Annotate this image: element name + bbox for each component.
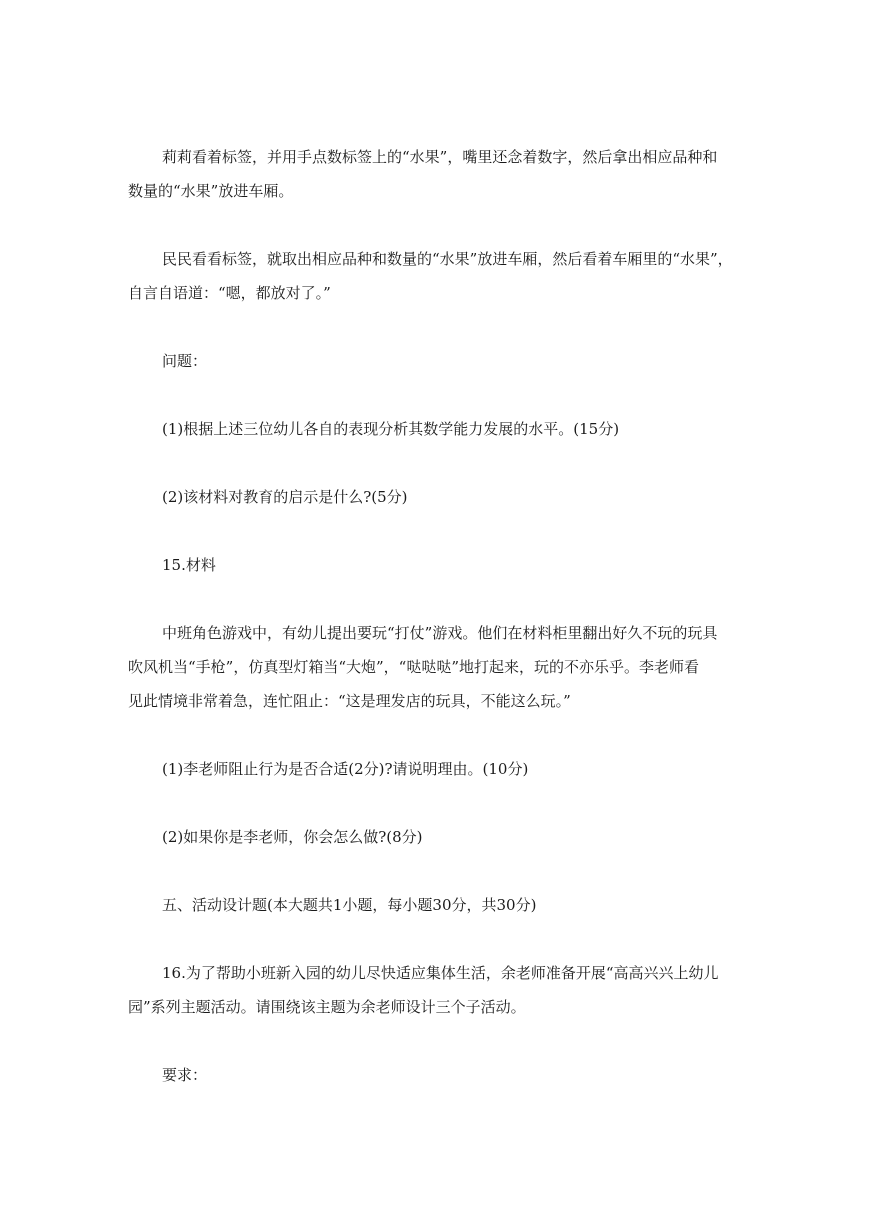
- paragraph-line: 16.为了帮助小班新入园的幼儿尽快适应集体生活，余老师准备开展“高高兴兴上幼儿: [162, 964, 719, 982]
- paragraph-minmin: [128, 242, 762, 310]
- paragraph-line: 莉莉看着标签，并用手点数标签上的“水果”，嘴里还念着数字，然后拿出相应品种和: [162, 148, 718, 166]
- paragraph-line: 中班角色游戏中，有幼儿提出要玩“打仗”游戏。他们在材料柜里翻出好久不玩的玩具: [162, 624, 718, 642]
- sub-question-1: (1)李老师阻止行为是否合适(2分)?请说明理由。(10分): [162, 760, 529, 778]
- paragraph-role-play: [128, 616, 762, 718]
- question-2: (2)该材料对教育的启示是什么?(5分): [162, 488, 408, 506]
- sub-question-2: (2)如果你是李老师，你会怎么做?(8分): [162, 828, 423, 846]
- paragraph-line: 园”系列主题活动。请围绕该主题为余老师设计三个子活动。: [128, 998, 526, 1016]
- paragraph-line: 自言自语道：“嗯，都放对了。”: [128, 284, 331, 302]
- question-1: (1)根据上述三位幼儿各自的表现分析其数学能力发展的水平。(15分): [162, 420, 620, 438]
- paragraph-line: 民民看看标签，就取出相应品种和数量的“水果”放进车厢，然后看着车厢里的“水果”，: [162, 250, 733, 268]
- question-16: [128, 956, 762, 1024]
- section-heading: 五、活动设计题(本大题共1小题，每小题30分，共30分): [162, 896, 537, 914]
- material-heading: 15.材料: [162, 556, 216, 574]
- paragraph-lili: [128, 140, 762, 208]
- question-heading: 问题：: [162, 352, 208, 370]
- paragraph-line: 吹风机当“手枪”，仿真型灯箱当“大炮”，“哒哒哒”地打起来，玩的不亦乐乎。李老师看: [128, 658, 700, 676]
- paragraph-line: 数量的“水果”放进车厢。: [128, 182, 294, 200]
- paragraph-line: 见此情境非常着急，连忙阻止：“这是理发店的玩具，不能这么玩。”: [128, 692, 571, 710]
- requirements-label: 要求：: [162, 1066, 208, 1084]
